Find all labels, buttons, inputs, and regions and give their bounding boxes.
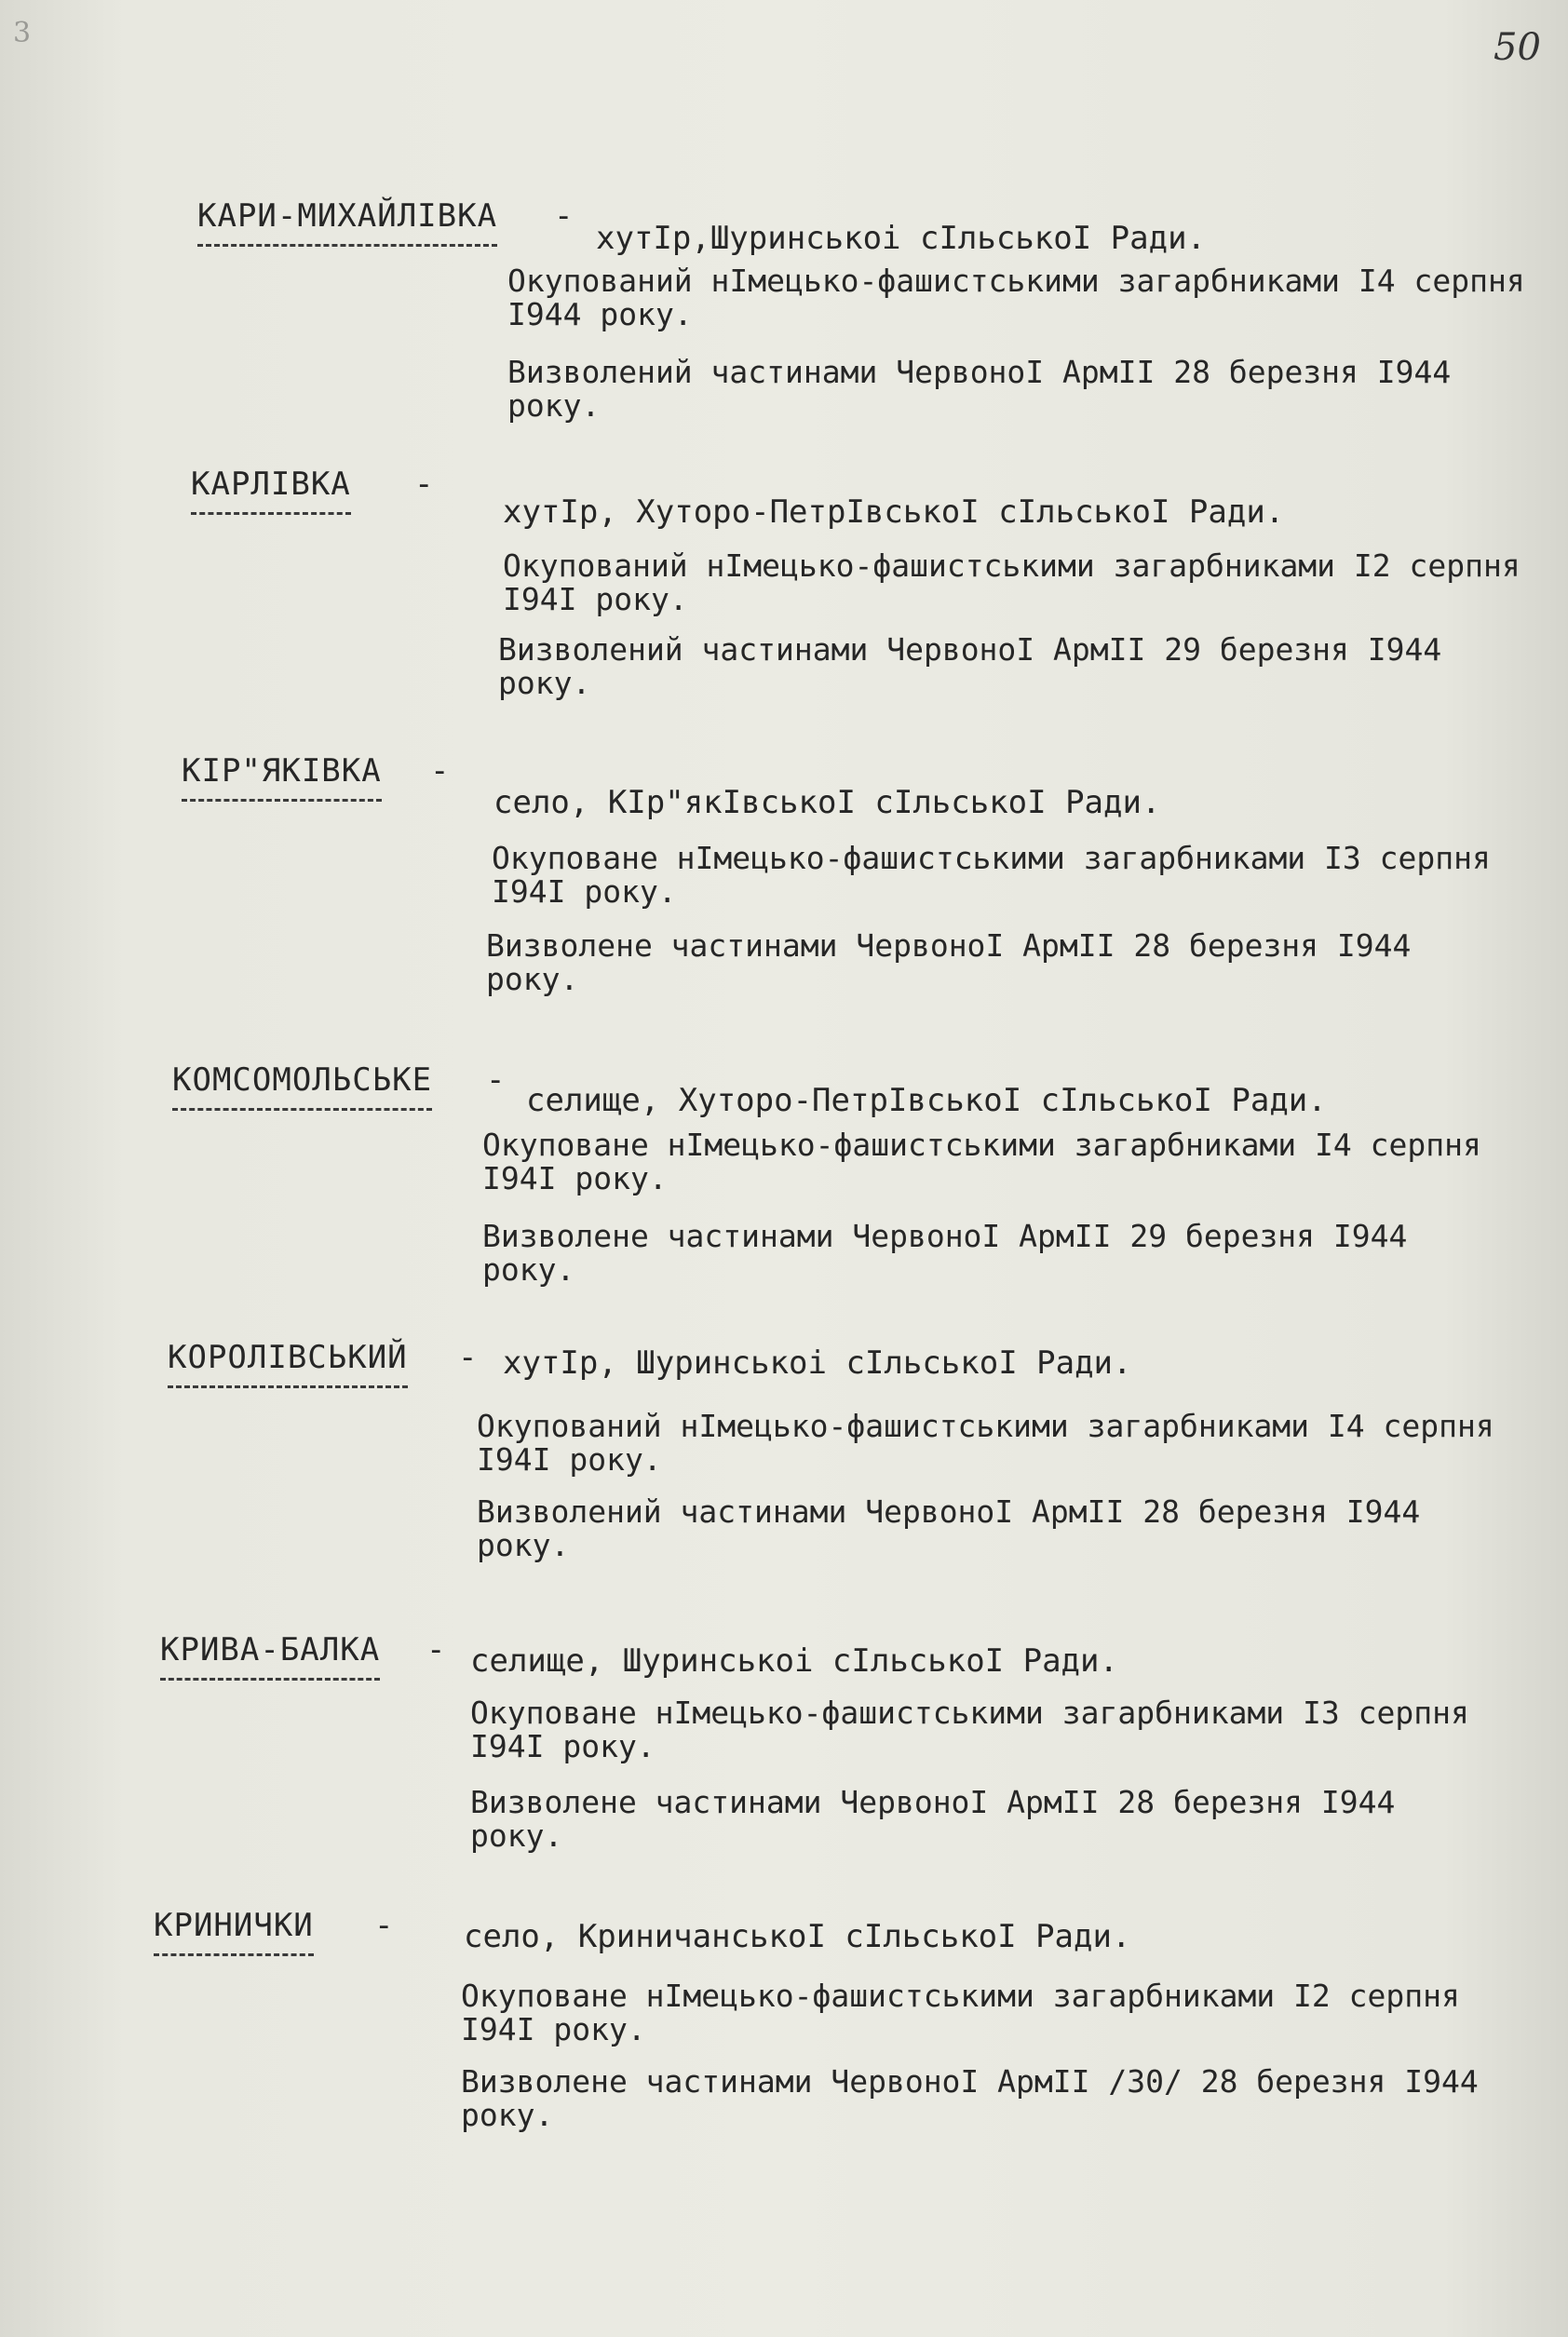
occupation-text: Окупований нІмецько-фашистськими загарбниками І4 серпня І94І року. (477, 1408, 1494, 1478)
entry-heading: село, КІр"якІвськоІ сІльськоІ Ради. (493, 784, 1161, 821)
entry-term: КРИНИЧКИ (154, 1907, 314, 1956)
entry-term: КРИВА-БАЛКА (160, 1631, 380, 1681)
liberation-text: Визволене частинами ЧервоноІ АрмІІ 28 березня І944 року. (470, 1784, 1396, 1854)
occupation-text: Окуповане нІмецько-фашистськими загарбниками ІЗ серпня І94І року. (470, 1695, 1469, 1764)
entry-term: КАРИ-МИХАЙЛІВКА (197, 197, 497, 247)
entry-dash: - (430, 752, 450, 790)
entry-heading: хутІр, Шуринськоі сІльськоІ Ради. (503, 1344, 1132, 1382)
occupation-text: Окупований нІмецько-фашистськими загарбниками І4 серпня І944 року. (507, 263, 1525, 332)
liberation-text: Визволене частинами ЧервоноІ АрмІІ /30/ 28 березня І944 року. (461, 2063, 1479, 2133)
page-number: 50 (1494, 26, 1541, 69)
entry-heading: хутІр,Шуринськоі сІльськоІ Ради. (596, 220, 1207, 257)
occupation-text: Окуповане нІмецько-фашистськими загарбниками І4 серпня І94І року. (482, 1127, 1481, 1196)
entry-heading: селище, Шуринськоі сІльськоІ Ради. (470, 1642, 1118, 1680)
occupation-text: Окупований нІмецько-фашистськими загарбниками І2 серпня І94І року. (503, 547, 1521, 617)
entry-dash: - (458, 1339, 478, 1376)
entry-dash: - (554, 197, 574, 235)
corner-mark: 3 (13, 17, 32, 49)
occupation-text: Окуповане нІмецько-фашистськими загарбниками ІЗ серпня І94І року. (492, 840, 1491, 910)
entry-term: КОРОЛІВСЬКИЙ (168, 1339, 408, 1388)
entry-dash: - (426, 1631, 446, 1668)
entry-dash: - (486, 1061, 506, 1099)
liberation-text: Визволене частинами ЧервоноІ АрмІІ 29 березня І944 року. (482, 1218, 1408, 1288)
entry-dash: - (414, 466, 434, 503)
occupation-text: Окуповане нІмецько-фашистськими загарбниками І2 серпня І94І року. (461, 1978, 1460, 2047)
entry-heading: хутІр, Хуторо-ПетрІвськоІ сІльськоІ Ради. (503, 493, 1285, 531)
liberation-text: Визволений частинами ЧервоноІ АрмІІ 29 березня І944 року. (498, 631, 1442, 701)
entry-term: КОМСОМОЛЬСЬКЕ (172, 1061, 432, 1111)
entry-term: КАРЛІВКА (191, 466, 351, 515)
liberation-text: Визволений частинами ЧервоноІ АрмІІ 28 березня І944 року. (477, 1493, 1421, 1563)
liberation-text: Визволений частинами ЧервоноІ АрмІІ 28 березня І944 року. (507, 354, 1452, 424)
entry-dash: - (374, 1907, 394, 1944)
liberation-text: Визволене частинами ЧервоноІ АрмІІ 28 березня І944 року. (486, 927, 1412, 997)
entry-term: КІР"ЯКІВКА (182, 752, 382, 802)
entry-heading: село, КриничанськоІ сІльськоІ Ради. (464, 1918, 1131, 1955)
entry-heading: селище, Хуторо-ПетрІвськоІ сІльськоІ Ради. (526, 1082, 1327, 1119)
